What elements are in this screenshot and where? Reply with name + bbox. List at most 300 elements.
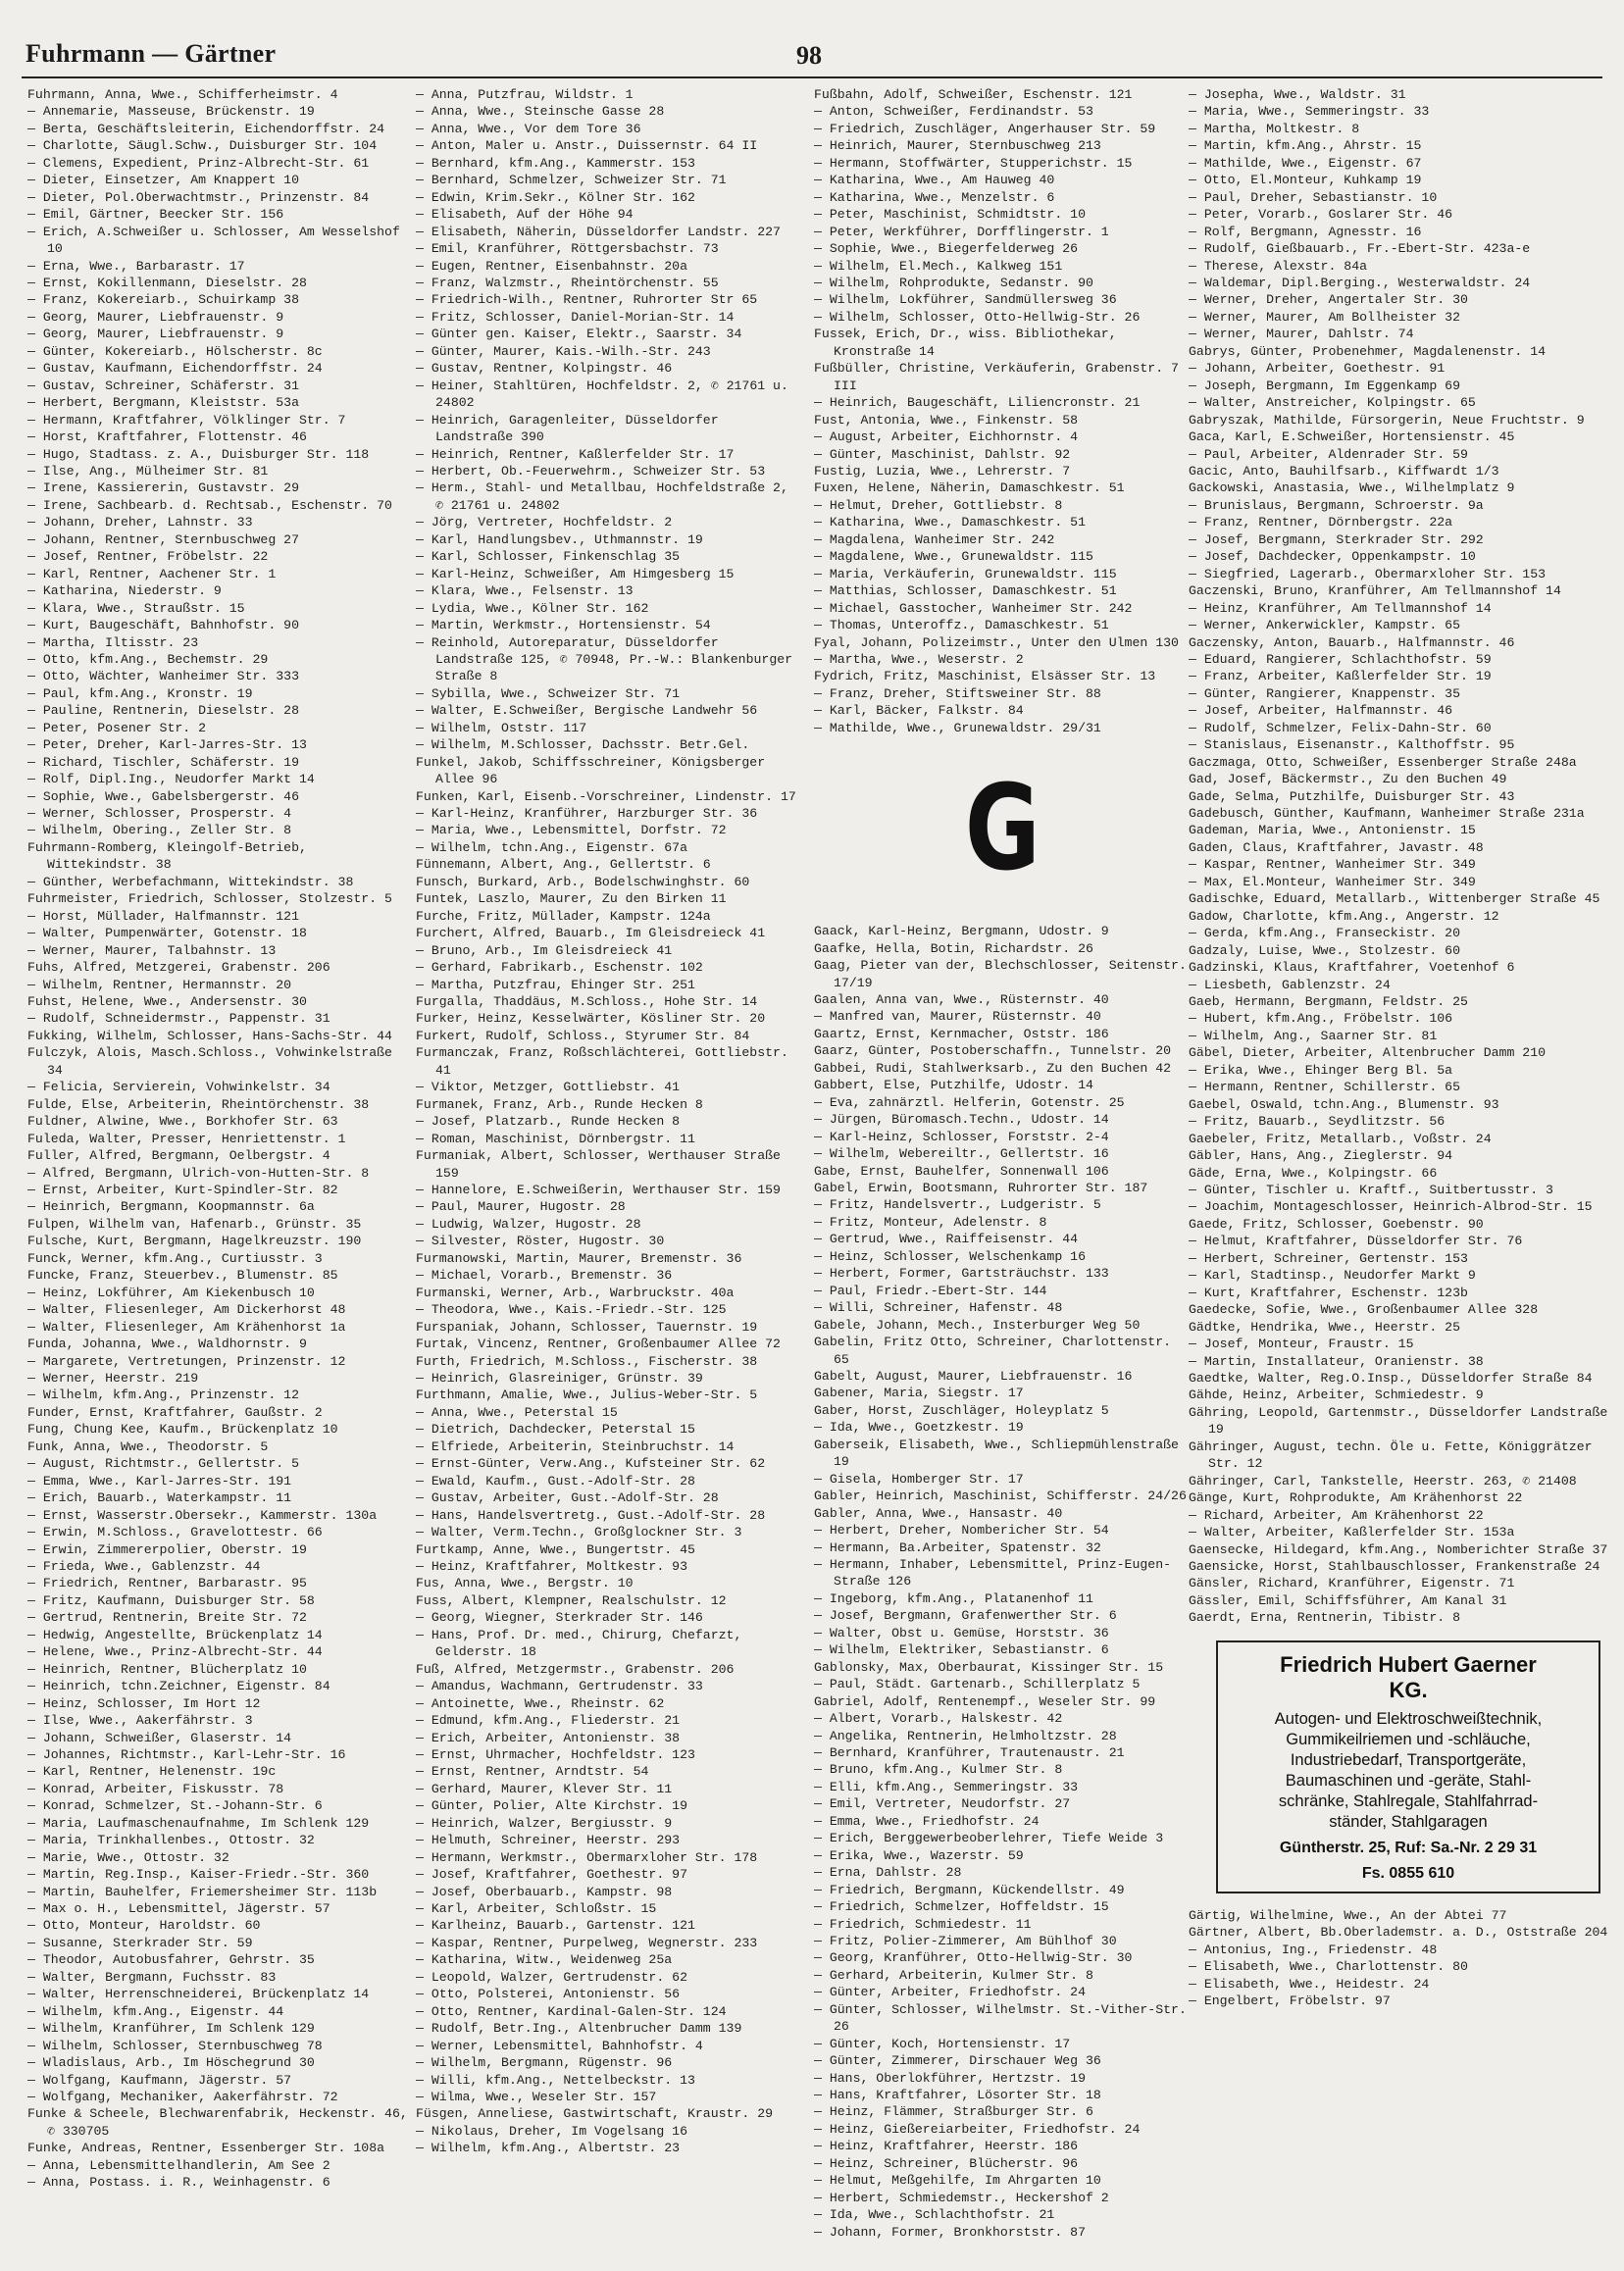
ad-company-suffix: KG. <box>1389 1677 1428 1702</box>
directory-entry: — Thomas, Unteroffz., Damaschkestr. 51 <box>814 618 1109 633</box>
directory-entry: — Friedrich-Wilh., Rentner, Ruhrorter Str 65 <box>416 292 758 308</box>
directory-entry: Fussek, Erich, Dr., wiss. Bibliothekar, Kronstraße 14 <box>814 327 1117 359</box>
directory-entry: — Georg, Maurer, Liebfrauenstr. 9 <box>27 327 284 342</box>
directory-entry: Gaczmaga, Otto, Schweißer, Essenberger Straße 248a <box>1189 754 1577 770</box>
page-number: 98 <box>796 41 822 70</box>
directory-entry: — Therese, Alexstr. 84a <box>1189 258 1368 274</box>
directory-entry: Fuhs, Alfred, Metzgerei, Grabenstr. 206 <box>27 960 330 976</box>
directory-entry: — Josepha, Wwe., Waldstr. 31 <box>1189 87 1406 102</box>
directory-entry: — Hermann, Werkmstr., Obermarxloher Str. 178 <box>416 1849 758 1865</box>
directory-entry: — Otto, kfm.Ang., Bechemstr. 29 <box>27 651 269 667</box>
directory-entry: — Emma, Wwe., Friedhofstr. 24 <box>814 1813 1040 1829</box>
directory-entry: — Erich, Arbeiter, Antonienstr. 38 <box>416 1730 681 1745</box>
directory-entry: — Anna, Wwe., Peterstal 15 <box>416 1404 618 1420</box>
directory-entry: — Richard, Tischler, Schäferstr. 19 <box>27 754 299 770</box>
directory-entry: — Walter, Fliesenleger, Am Dickerhorst 48 <box>27 1302 346 1318</box>
directory-entry: — Karl-Heinz, Schweißer, Am Himgesberg 15 <box>416 566 735 581</box>
directory-entry: — Friedrich, Rentner, Barbarastr. 95 <box>27 1576 307 1591</box>
directory-entry: Gaczensky, Anton, Bauarb., Halfmannstr. 46 <box>1189 634 1515 650</box>
directory-entry: — Jürgen, Büromasch.Techn., Udostr. 14 <box>814 1112 1109 1128</box>
directory-entry: — Josef, Dachdecker, Oppenkampstr. 10 <box>1189 549 1476 565</box>
directory-entry: Gablonsky, Max, Oberbaurat, Kissinger Str. 15 <box>814 1659 1164 1675</box>
directory-entry: — Wilhelm, Rentner, Hermannstr. 20 <box>27 977 292 992</box>
directory-entry: — Silvester, Röster, Hugostr. 30 <box>416 1234 665 1249</box>
directory-entry: Gädtke, Hendrika, Wwe., Heerstr. 25 <box>1189 1319 1460 1335</box>
directory-entry: — Reinhold, Autoreparatur, Düsseldorfer Landstraße 125, ✆ 70948, Pr.-W.: Blankenburger Straße 8 <box>416 634 793 684</box>
directory-entry: Fuß, Alfred, Metzgermstr., Grabenstr. 206 <box>416 1661 735 1677</box>
directory-entry: — Heinz, Flämmer, Straßburger Str. 6 <box>814 2104 1093 2120</box>
directory-entry: — Günter gen. Kaiser, Elektr., Saarstr. 34 <box>416 327 742 342</box>
directory-entry: — Wilhelm, kfm.Ang., Eigenstr. 44 <box>27 2003 284 2019</box>
directory-entry: — Michael, Vorarb., Bremenstr. 36 <box>416 1268 673 1284</box>
advertisement-box <box>1216 1640 1600 1893</box>
directory-entry: — Kurt, Kraftfahrer, Eschenstr. 123b <box>1189 1285 1468 1300</box>
directory-entry: Gaberseik, Elisabeth, Wwe., Schliepmühlenstraße 19 <box>814 1437 1179 1470</box>
directory-entry: — Theodora, Wwe., Kais.-Friedr.-Str. 125 <box>416 1302 727 1318</box>
directory-entry: — Günter, Schlosser, Wilhelmstr. St.-Vither-Str. 26 <box>814 2001 1187 2035</box>
directory-entry: — Katharina, Wwe., Am Hauweg 40 <box>814 173 1055 188</box>
column-3-entries-g <box>814 923 1191 2241</box>
directory-entry: — Wladislaus, Arb., Im Höschegrund 30 <box>27 2055 315 2071</box>
directory-entry: — Willi, kfm.Ang., Nettelbeckstr. 13 <box>416 2072 695 2088</box>
directory-entry: — Anna, Wwe., Steinsche Gasse 28 <box>416 104 665 120</box>
directory-entry: — Martin, Bauhelfer, Friemersheimer Str. 113b <box>27 1884 378 1899</box>
directory-entry: — Bernhard, kfm.Ang., Kammerstr. 153 <box>416 155 695 171</box>
directory-entry: Gaebeler, Fritz, Metallarb., Voßstr. 24 <box>1189 1131 1492 1146</box>
directory-entry: — Otto, Polsterei, Antonienstr. 56 <box>416 1987 681 2002</box>
directory-entry: — Sophie, Wwe., Gabelsbergerstr. 46 <box>27 788 299 804</box>
directory-entry: Furmanczak, Franz, Roßschlächterei, Gottliebstr. 41 <box>416 1045 788 1078</box>
directory-entry: — Herbert, Former, Gartsträuchstr. 133 <box>814 1266 1109 1282</box>
directory-entry: — Werner, Heerstr. 219 <box>27 1370 199 1386</box>
directory-entry: — Waldemar, Dipl.Berging., Westerwaldstr. 24 <box>1189 275 1531 290</box>
directory-entry: — Sophie, Wwe., Biegerfelderweg 26 <box>814 241 1079 257</box>
directory-entry: — Ernst, Kokillenmann, Dieselstr. 28 <box>27 275 307 290</box>
directory-entry: Gärtner, Albert, Bb.Oberlademstr. a. D., Oststraße 204 <box>1189 1925 1608 1941</box>
directory-entry: — Hans, Handelsvertretg., Gust.-Adolf-Str. 28 <box>416 1507 766 1523</box>
directory-entry: — Annemarie, Masseuse, Brückenstr. 19 <box>27 104 315 120</box>
directory-entry: Furth, Friedrich, M.Schloss., Fischerstr. 38 <box>416 1353 758 1369</box>
directory-entry: — Pauline, Rentnerin, Dieselstr. 28 <box>27 703 299 719</box>
directory-entry: Furkert, Rudolf, Schloss., Styrumer Str. 84 <box>416 1028 750 1043</box>
directory-entry: — Friedrich, Bergmann, Kückendellstr. 49 <box>814 1882 1125 1897</box>
directory-entry: — Walter, Fliesenleger, Am Krähenhorst 1a <box>27 1319 346 1335</box>
directory-entry: Fukking, Wilhelm, Schlosser, Hans-Sachs-Str. 44 <box>27 1028 392 1043</box>
directory-entry: — Günter, Arbeiter, Friedhofstr. 24 <box>814 1985 1086 2000</box>
directory-entry: — Karl, Schlosser, Finkenschlag 35 <box>416 549 681 565</box>
directory-entry: — Wolfgang, Kaufmann, Jägerstr. 57 <box>27 2072 292 2088</box>
directory-entry: Gabler, Heinrich, Maschinist, Schifferstr. 24/26 <box>814 1489 1187 1504</box>
directory-entry: — Ida, Wwe., Schlachthofstr. 21 <box>814 2207 1055 2223</box>
directory-entry: Fünnemann, Albert, Ang., Gellertstr. 6 <box>416 857 711 873</box>
directory-entry: — Helene, Wwe., Prinz-Albrecht-Str. 44 <box>27 1644 323 1660</box>
directory-entry: Gäbler, Hans, Ang., Zieglerstr. 94 <box>1189 1148 1453 1164</box>
directory-entry: — Wilhelm, M.Schlosser, Dachsstr. Betr.Gel. <box>416 737 750 753</box>
directory-entry: — Peter, Maschinist, Schmidtstr. 10 <box>814 207 1086 223</box>
directory-entry: — Wilhelm, Schlosser, Sternbuschweg 78 <box>27 2038 323 2053</box>
directory-entry: Funkel, Jakob, Schiffsschreiner, Königsberger Allee 96 <box>416 754 766 787</box>
directory-entry: Gabrys, Günter, Probenehmer, Magdalenenstr. 14 <box>1189 343 1547 359</box>
directory-entry: — Gerda, kfm.Ang., Franseckistr. 20 <box>1189 926 1460 941</box>
directory-entry: Gademan, Maria, Wwe., Antonienstr. 15 <box>1189 823 1476 838</box>
directory-entry: — Manfred van, Maurer, Rüsternstr. 40 <box>814 1009 1101 1025</box>
directory-entry: — Joseph, Bergmann, Im Eggenkamp 69 <box>1189 378 1460 393</box>
directory-entry: Fust, Antonia, Wwe., Finkenstr. 58 <box>814 412 1079 428</box>
directory-entry: — Rudolf, Schneidermstr., Pappenstr. 31 <box>27 1011 330 1027</box>
directory-entry: Fulde, Else, Arbeiterin, Rheintörchenstr. 38 <box>27 1096 370 1112</box>
directory-entry: — Helmut, Meßgehilfe, Im Ahrgarten 10 <box>814 2173 1101 2189</box>
directory-entry: Gähringer, Carl, Tankstelle, Heerstr. 263, ✆ 21408 <box>1189 1473 1577 1489</box>
directory-entry: — Heinz, Kraftfahrer, Heerstr. 186 <box>814 2139 1079 2154</box>
column-1 <box>27 86 408 2263</box>
directory-entry: — Heiner, Stahltüren, Hochfeldstr. 2, ✆ 21761 u. 24802 <box>416 378 788 411</box>
directory-entry: — Heinrich, Rentner, Kaßlerfelder Str. 17 <box>416 446 735 462</box>
directory-entry: Fulczyk, Alois, Masch.Schloss., Vohwinkelstraße 34 <box>27 1045 392 1078</box>
directory-entry: Gabriel, Adolf, Rentenempf., Weseler Str. 99 <box>814 1693 1156 1709</box>
directory-entry: — Otto, Wächter, Wanheimer Str. 333 <box>27 669 299 684</box>
directory-entry: Gadzaly, Luise, Wwe., Stolzestr. 60 <box>1189 942 1460 958</box>
directory-entry: — Ludwig, Walzer, Hugostr. 28 <box>416 1216 641 1232</box>
directory-entry: Gaensicke, Horst, Stahlbauschlosser, Frankenstraße 24 <box>1189 1558 1600 1574</box>
directory-entry: Fuss, Albert, Klempner, Realschulstr. 12 <box>416 1592 727 1608</box>
directory-entry: — Josef, Monteur, Fraustr. 15 <box>1189 1337 1414 1352</box>
directory-entry: — Franz, Arbeiter, Kaßlerfelder Str. 19 <box>1189 669 1492 684</box>
directory-entry: — Ernst-Günter, Verw.Ang., Kufsteiner Str. 62 <box>416 1456 766 1472</box>
directory-entry: — Elfriede, Arbeiterin, Steinbruchstr. 14 <box>416 1438 735 1454</box>
directory-entry: Gabbei, Rudi, Stahlwerksarb., Zu den Buchen 42 <box>814 1060 1172 1076</box>
directory-entry: Gähringer, August, techn. Öle u. Fette, Königgrätzer Str. 12 <box>1189 1438 1593 1472</box>
directory-entry: — Peter, Dreher, Karl-Jarres-Str. 13 <box>27 737 307 753</box>
directory-entry: — Herbert, Schreiner, Gertenstr. 153 <box>1189 1250 1468 1266</box>
directory-entry: — Emil, Vertreter, Neudorfstr. 27 <box>814 1796 1071 1812</box>
directory-entry: — Katharina, Wwe., Damaschkestr. 51 <box>814 515 1086 530</box>
directory-entry: — Magdalene, Wwe., Grunewaldstr. 115 <box>814 549 1093 565</box>
directory-entry: — Günter, Polier, Alte Kirchstr. 19 <box>416 1798 687 1814</box>
directory-entry: — Elli, kfm.Ang., Semmeringstr. 33 <box>814 1779 1079 1794</box>
directory-entry: — Friedrich, Schmelzer, Hoffeldstr. 15 <box>814 1899 1109 1915</box>
directory-entry: — Peter, Werkführer, Dorfflingerstr. 1 <box>814 224 1109 239</box>
directory-entry: Gaedtke, Walter, Reg.O.Insp., Düsseldorfer Straße 84 <box>1189 1370 1593 1386</box>
directory-entry: — Klara, Wwe., Felsenstr. 13 <box>416 583 634 599</box>
directory-entry: — Martha, Moltkestr. 8 <box>1189 121 1360 136</box>
directory-entry: — Otto, Rentner, Kardinal-Galen-Str. 124 <box>416 2003 727 2019</box>
directory-entry: — Karlheinz, Bauarb., Gartenstr. 121 <box>416 1918 695 1934</box>
directory-entry: Gabe, Ernst, Bauhelfer, Sonnenwall 106 <box>814 1163 1109 1179</box>
directory-entry: — Anna, Postass. i. R., Weinhagenstr. 6 <box>27 2175 330 2191</box>
directory-entry: — Fritz, Handelsvertr., Ludgeristr. 5 <box>814 1197 1101 1213</box>
directory-entry: — Charlotte, Säugl.Schw., Duisburger Str. 104 <box>27 138 378 154</box>
directory-entry: — Kaspar, Rentner, Purpelweg, Wegnerstr. 233 <box>416 1935 758 1950</box>
directory-entry: — Edmund, kfm.Ang., Fliederstr. 21 <box>416 1713 681 1729</box>
directory-entry: — Karl, Handlungsbev., Uthmannstr. 19 <box>416 531 703 547</box>
directory-entry: — Gerhard, Maurer, Klever Str. 11 <box>416 1781 673 1796</box>
directory-entry: — Walter, Anstreicher, Kolpingstr. 65 <box>1189 395 1476 411</box>
directory-entry: — Ernst, Rentner, Arndtstr. 54 <box>416 1764 649 1780</box>
directory-entry: — Günter, Koch, Hortensienstr. 17 <box>814 2036 1071 2051</box>
directory-entry: Gaber, Horst, Zuschläger, Holeyplatz 5 <box>814 1402 1109 1418</box>
directory-entry: — Franz, Rentner, Dörnbergstr. 22a <box>1189 515 1453 530</box>
directory-entry: Gänge, Kurt, Rohprodukte, Am Krähenhorst 22 <box>1189 1490 1523 1506</box>
directory-entry: — Helmut, Dreher, Gottliebstr. 8 <box>814 497 1063 513</box>
directory-entry: — Günter, Zimmerer, Dirschauer Weg 36 <box>814 2053 1101 2069</box>
directory-entry: — Johann, Arbeiter, Goethestr. 91 <box>1189 361 1446 377</box>
directory-entry: — Siegfried, Lagerarb., Obermarxloher Str. 153 <box>1189 566 1547 581</box>
directory-entry: — Josef, Platzarb., Runde Hecken 8 <box>416 1114 681 1130</box>
directory-entry: — Alfred, Bergmann, Ulrich-von-Hutten-Str. 8 <box>27 1165 370 1181</box>
directory-entry: — Amandus, Wachmann, Gertrudenstr. 33 <box>416 1679 703 1694</box>
directory-entry: Gässler, Emil, Schiffsführer, Am Kanal 31 <box>1189 1592 1507 1608</box>
directory-entry: — Josef, Oberbauarb., Kampstr. 98 <box>416 1884 673 1899</box>
directory-entry: — Viktor, Metzger, Gottliebstr. 41 <box>416 1080 681 1095</box>
directory-entry: — Irene, Kassiererin, Gustavstr. 29 <box>27 480 299 496</box>
directory-entry: Gähde, Heinz, Arbeiter, Schmiedestr. 9 <box>1189 1388 1484 1403</box>
directory-entry: Gabryszak, Mathilde, Fürsorgerin, Neue Fruchtstr. 9 <box>1189 412 1585 428</box>
directory-entry: Füsgen, Anneliese, Gastwirtschaft, Kraustr. 29 <box>416 2106 774 2122</box>
directory-entry: Funck, Werner, kfm.Ang., Curtiusstr. 3 <box>27 1250 323 1266</box>
directory-entry: — Paul, Friedr.-Ebert-Str. 144 <box>814 1283 1047 1298</box>
directory-entry: — Berta, Geschäftsleiterin, Eichendorffstr. 24 <box>27 121 385 136</box>
directory-entry: Gaerdt, Erna, Rentnerin, Tibistr. 8 <box>1189 1610 1460 1626</box>
directory-entry: — Frieda, Wwe., Gablenzstr. 44 <box>27 1558 261 1574</box>
directory-entry: Gaarz, Günter, Postoberschaffn., Tunnelstr. 20 <box>814 1043 1172 1059</box>
directory-entry: Funken, Karl, Eisenb.-Vorschreiner, Lindenstr. 17 <box>416 788 796 804</box>
directory-entry: — Dieter, Einsetzer, Am Knappert 10 <box>27 173 299 188</box>
directory-entry: — Helmuth, Schreiner, Heerstr. 293 <box>416 1833 681 1848</box>
directory-entry: — Ingeborg, kfm.Ang., Platanenhof 11 <box>814 1590 1093 1606</box>
directory-entry: — Wilhelm, Oststr. 117 <box>416 720 587 735</box>
directory-entry: — Josef, Rentner, Fröbelstr. 22 <box>27 549 269 565</box>
directory-entry: — Marie, Wwe., Ottostr. 32 <box>27 1849 229 1865</box>
directory-entry: Fuhst, Helene, Wwe., Andersenstr. 30 <box>27 994 307 1010</box>
directory-entry: — Angelika, Rentnerin, Helmholtzstr. 28 <box>814 1728 1117 1743</box>
directory-entry: — Franz, Walzmstr., Rheintörchenstr. 55 <box>416 275 719 290</box>
directory-entry: — Gustav, Arbeiter, Gust.-Adolf-Str. 28 <box>416 1490 719 1506</box>
directory-entry: Gabbert, Else, Putzhilfe, Udostr. 14 <box>814 1078 1093 1093</box>
ad-telex: Fs. 0855 610 <box>1361 1864 1455 1882</box>
directory-entry: — Günther, Werbefachmann, Wittekindstr. 38 <box>27 874 354 889</box>
directory-entry: — Martin, Werkmstr., Hortensienstr. 54 <box>416 618 711 633</box>
directory-entry: — Friedrich, Zuschläger, Angerhauser Str. 59 <box>814 121 1156 136</box>
section-letter-block <box>814 736 1191 923</box>
directory-entry: — Engelbert, Fröbelstr. 97 <box>1189 1993 1391 2009</box>
directory-entry: — Wilhelm, Elektriker, Sebastianstr. 6 <box>814 1642 1109 1658</box>
directory-entry: — Theodor, Autobusfahrer, Gehrstr. 35 <box>27 1952 315 1968</box>
directory-entry: — Rudolf, Gießbauarb., Fr.-Ebert-Str. 423a-e <box>1189 241 1531 257</box>
directory-entry: — Josef, Arbeiter, Halfmannstr. 46 <box>1189 703 1453 719</box>
directory-entry: Fußbüller, Christine, Verkäuferin, Grabenstr. 7 III <box>814 361 1179 393</box>
directory-entry: — Emil, Gärtner, Beecker Str. 156 <box>27 207 284 223</box>
directory-entry: — Stanislaus, Eisenanstr., Kalthoffstr. 95 <box>1189 737 1515 753</box>
directory-entry: — Heinz, Gießereiarbeiter, Friedhofstr. 24 <box>814 2121 1141 2137</box>
directory-entry: Gackowski, Anastasia, Wwe., Wilhelmplatz 9 <box>1189 480 1515 496</box>
directory-entry: Gähring, Leopold, Gartenmstr., Düsseldorfer Landstraße 19 <box>1189 1404 1608 1438</box>
directory-entry: — Matthias, Schlosser, Damaschkestr. 51 <box>814 583 1117 599</box>
directory-entry: Gadow, Charlotte, kfm.Ang., Angerstr. 12 <box>1189 908 1499 924</box>
directory-entry: — Felicia, Servierein, Vohwinkelstr. 34 <box>27 1080 330 1095</box>
directory-entry: Fuhrmeister, Friedrich, Schlosser, Stolzestr. 5 <box>27 891 392 907</box>
directory-entry: — Margarete, Vertretungen, Prinzenstr. 12 <box>27 1353 346 1369</box>
column-3 <box>814 86 1191 2263</box>
directory-entry: — Klara, Wwe., Straußstr. 15 <box>27 600 245 616</box>
directory-entry: — Erna, Wwe., Barbarastr. 17 <box>27 258 245 274</box>
directory-entry: — Franz, Kokereiarb., Schuirkamp 38 <box>27 292 299 308</box>
page-title: Fuhrmann — Gärtner <box>25 39 277 68</box>
directory-entry: — Wilma, Wwe., Weseler Str. 157 <box>416 2090 657 2105</box>
directory-entry: — Hermann, Ba.Arbeiter, Spatenstr. 32 <box>814 1539 1101 1555</box>
directory-entry: — Edwin, Krim.Sekr., Kölner Str. 162 <box>416 189 695 205</box>
directory-entry: — Bruno, Arb., Im Gleisdreieck 41 <box>416 942 673 958</box>
directory-entry: — Heinz, Kraftfahrer, Moltkestr. 93 <box>416 1558 687 1574</box>
directory-entry: — Peter, Posener Str. 2 <box>27 720 207 735</box>
directory-entry: — Wilhelm, Webereiltr., Gellertstr. 16 <box>814 1146 1109 1162</box>
column-4 <box>1189 86 1610 2263</box>
directory-entry: — Johann, Schweißer, Glaserstr. 14 <box>27 1730 292 1745</box>
directory-entry: — Herm., Stahl- und Metallbau, Hochfeldstraße 2, ✆ 21761 u. 24802 <box>416 480 788 513</box>
directory-entry: — Gisela, Homberger Str. 17 <box>814 1471 1024 1487</box>
directory-entry: — Heinz, Schlosser, Im Hort 12 <box>27 1695 261 1711</box>
directory-entry: Funder, Ernst, Kraftfahrer, Gaußstr. 2 <box>27 1404 323 1420</box>
directory-entry: Funcke, Franz, Steuerbev., Blumenstr. 85 <box>27 1268 338 1284</box>
directory-entry: Fus, Anna, Wwe., Bergstr. 10 <box>416 1576 634 1591</box>
directory-entry: — Wilhelm, Schlosser, Otto-Hellwig-Str. 26 <box>814 309 1141 325</box>
directory-entry: — Wilhelm, Kranführer, Im Schlenk 129 <box>27 2021 315 2037</box>
directory-entry: — Maria, Wwe., Semmeringstr. 33 <box>1189 104 1430 120</box>
directory-entry: — Hugo, Stadtass. z. A., Duisburger Str. 118 <box>27 446 370 462</box>
directory-entry: Gaag, Pieter van der, Blechschlosser, Seitenstr. 17/19 <box>814 958 1187 990</box>
directory-entry: — Peter, Vorarb., Goslarer Str. 46 <box>1189 207 1453 223</box>
directory-entry: — Martin, kfm.Ang., Ahrstr. 15 <box>1189 138 1422 154</box>
directory-entry: — Katharina, Witw., Weidenweg 25a <box>416 1952 673 1968</box>
directory-entry: Gärtig, Wilhelmine, Wwe., An der Abtei 77 <box>1189 1907 1507 1923</box>
directory-entry: — Wilhelm, kfm.Ang., Prinzenstr. 12 <box>27 1388 299 1403</box>
directory-entry: Fuller, Alfred, Bergmann, Oelbergstr. 4 <box>27 1148 330 1164</box>
directory-entry: — Maria, Trinkhallenbes., Ottostr. 32 <box>27 1833 315 1848</box>
directory-entry: Furtak, Vincenz, Rentner, Großenbaumer Allee 72 <box>416 1337 781 1352</box>
directory-entry: — Hans, Oberlokführer, Hertzstr. 19 <box>814 2070 1086 2086</box>
directory-entry: — Karl, Rentner, Aachener Str. 1 <box>27 566 277 581</box>
directory-entry: Gaczenski, Bruno, Kranführer, Am Tellmannshof 14 <box>1189 583 1561 599</box>
directory-entry: — Johann, Former, Bronkhorststr. 87 <box>814 2224 1086 2240</box>
directory-entry: — August, Arbeiter, Eichhornstr. 4 <box>814 429 1079 445</box>
directory-entry: — Erwin, M.Schloss., Gravelottestr. 66 <box>27 1525 323 1540</box>
directory-entry: — Georg, Wiegner, Sterkrader Str. 146 <box>416 1610 703 1626</box>
directory-entry: — Wilhelm, Ang., Saarner Str. 81 <box>1189 1028 1438 1043</box>
directory-entry: — Werner, Maurer, Talbahnstr. 13 <box>27 942 277 958</box>
directory-entry: — Ernst, Arbeiter, Kurt-Spindler-Str. 82 <box>27 1183 338 1197</box>
directory-entry: — Elisabeth, Näherin, Düsseldorfer Landstr. 227 <box>416 224 781 239</box>
directory-entry: — Bernhard, Schmelzer, Schweizer Str. 71 <box>416 173 727 188</box>
directory-entry: — Elisabeth, Wwe., Charlottenstr. 80 <box>1189 1959 1468 1975</box>
directory-entry: — Martin, Reg.Insp., Kaiser-Friedr.-Str. 360 <box>27 1867 370 1883</box>
directory-entry: — Wolfgang, Mechaniker, Aakerfährstr. 72 <box>27 2090 338 2105</box>
directory-entry: — Heinrich, Walzer, Bergiusstr. 9 <box>416 1815 673 1831</box>
directory-entry: — Josef, Bergmann, Grafenwerther Str. 6 <box>814 1608 1117 1624</box>
ad-line: Industriebedarf, Transportgeräte, <box>1290 1750 1527 1769</box>
directory-entry: — Martha, Putzfrau, Ehinger Str. 251 <box>416 977 695 992</box>
directory-entry: — Otto, El.Monteur, Kuhkamp 19 <box>1189 173 1422 188</box>
directory-entry: — Günter, Kokereiarb., Hölscherstr. 8c <box>27 343 323 359</box>
directory-entry: — Dieter, Pol.Oberwachtmstr., Prinzenstr. 84 <box>27 189 370 205</box>
directory-entry: Funke, Andreas, Rentner, Essenberger Str. 108a <box>27 2141 385 2156</box>
directory-entry: — Anton, Maler u. Anstr., Duissernstr. 64 II <box>416 138 758 154</box>
directory-entry: — Heinrich, Glasreiniger, Grünstr. 39 <box>416 1370 703 1386</box>
directory-entry: — Rolf, Dipl.Ing., Neudorfer Markt 14 <box>27 772 315 787</box>
directory-entry: — Walter, Obst u. Gemüse, Horststr. 36 <box>814 1625 1109 1640</box>
column-2 <box>416 86 802 2263</box>
ad-line: Autogen- und Elektroschweißtechnik, <box>1274 1709 1543 1728</box>
directory-entry: — Wilhelm, kfm.Ang., Albertstr. 23 <box>416 2141 681 2156</box>
directory-entry: — Heinrich, Maurer, Sternbuschweg 213 <box>814 138 1101 154</box>
directory-entry: — Paul, Arbeiter, Aldenrader Str. 59 <box>1189 446 1468 462</box>
directory-entry: — Georg, Maurer, Liebfrauenstr. 9 <box>27 309 284 325</box>
directory-entry: Gadischke, Eduard, Metallarb., Wittenberger Straße 45 <box>1189 891 1600 907</box>
directory-entry: — Gustav, Schreiner, Schäferstr. 31 <box>27 378 299 393</box>
directory-entry: — Werner, Schlosser, Prosperstr. 4 <box>27 806 292 822</box>
directory-entry: — Gustav, Kaufmann, Eichendorffstr. 24 <box>27 361 323 377</box>
directory-entry: — Konrad, Arbeiter, Fiskusstr. 78 <box>27 1781 284 1796</box>
directory-entry: — Hans, Prof. Dr. med., Chirurg, Chefarzt, Gelderstr. 18 <box>416 1627 742 1660</box>
directory-entry: — Antoinette, Wwe., Rheinstr. 62 <box>416 1695 665 1711</box>
directory-entry: — Ilse, Ang., Mülheimer Str. 81 <box>27 463 269 479</box>
directory-entry: — Heinz, Lokführer, Am Kiekenbusch 10 <box>27 1285 315 1300</box>
directory-entry: — Wilhelm, El.Mech., Kalkweg 151 <box>814 258 1063 274</box>
directory-entry: — Lydia, Wwe., Kölner Str. 162 <box>416 600 649 616</box>
directory-entry: — Fritz, Monteur, Adelenstr. 8 <box>814 1214 1047 1230</box>
directory-entry: — Anna, Lebensmittelhandlerin, Am See 2 <box>27 2157 330 2173</box>
directory-entry: — Günter, Maurer, Kais.-Wilh.-Str. 243 <box>416 343 711 359</box>
directory-entry: — Karl, Arbeiter, Schloßstr. 15 <box>416 1901 657 1917</box>
directory-entry: — Werner, Dreher, Angertaler Str. 30 <box>1189 292 1468 308</box>
directory-entry: — Gerhard, Fabrikarb., Eschenstr. 102 <box>416 960 703 976</box>
ad-line: schränke, Stahlregale, Stahlfahrrad- <box>1278 1792 1539 1810</box>
directory-entry: — Horst, Müllader, Halfmannstr. 121 <box>27 908 299 924</box>
directory-entry: — Ewald, Kaufm., Gust.-Adolf-Str. 28 <box>416 1473 695 1489</box>
directory-entry: — Michael, Gasstocher, Wanheimer Str. 242 <box>814 600 1133 616</box>
directory-entry: — Walter, Pumpenwärter, Gotenstr. 18 <box>27 926 307 941</box>
directory-entry: — Hermann, Kraftfahrer, Völklinger Str. 7 <box>27 412 346 428</box>
directory-entry: — Ernst, Uhrmacher, Hochfeldstr. 123 <box>416 1746 695 1762</box>
directory-entry: Fung, Chung Kee, Kaufm., Brückenplatz 10 <box>27 1422 338 1438</box>
directory-entry: — Wilhelm, tchn.Ang., Eigenstr. 67a <box>416 839 687 855</box>
directory-entry: — Maria, Laufmaschenaufnahme, Im Schlenk 129 <box>27 1815 370 1831</box>
directory-entry: Gaack, Karl-Heinz, Bergmann, Udostr. 9 <box>814 924 1109 939</box>
directory-entry: Gadebusch, Günther, Kaufmann, Wanheimer Straße 231a <box>1189 806 1585 822</box>
directory-entry: — Ida, Wwe., Goetzkestr. 19 <box>814 1420 1024 1436</box>
directory-entry: Fußbahn, Adolf, Schweißer, Eschenstr. 121 <box>814 87 1133 102</box>
ad-company-name: Friedrich Hubert Gaerner <box>1280 1651 1537 1677</box>
directory-entry: — Willi, Schreiner, Hafenstr. 48 <box>814 1300 1063 1316</box>
directory-entry: — Hedwig, Angestellte, Brückenplatz 14 <box>27 1627 323 1642</box>
directory-entry: — Günter, Tischler u. Kraftf., Suitbertusstr. 3 <box>1189 1183 1553 1197</box>
column-3-entries-f <box>814 86 1191 736</box>
directory-entry: — Martin, Installateur, Oranienstr. 38 <box>1189 1353 1484 1369</box>
directory-entry: — Friedrich, Schmiedestr. 11 <box>814 1916 1032 1932</box>
directory-entry: — Paul, Maurer, Hugostr. 28 <box>416 1199 626 1215</box>
directory-entry: — Erwin, Zimmererpolier, Oberstr. 19 <box>27 1541 307 1557</box>
directory-entry: — Kurt, Baugeschäft, Bahnhofstr. 90 <box>27 618 299 633</box>
directory-entry: — Paul, kfm.Ang., Kronstr. 19 <box>27 685 253 701</box>
directory-entry: — Susanne, Sterkrader Str. 59 <box>27 1935 253 1950</box>
directory-entry: Funtek, Laszlo, Maurer, Zu den Birken 11 <box>416 891 727 907</box>
directory-entry: Fustig, Luzia, Wwe., Lehrerstr. 7 <box>814 463 1071 479</box>
directory-entry: — Brunislaus, Bergmann, Schroerstr. 9a <box>1189 497 1484 513</box>
directory-entry: — Gertrud, Wwe., Raiffeisenstr. 44 <box>814 1232 1079 1247</box>
directory-entry: — Antonius, Ing., Friedenstr. 48 <box>1189 1942 1438 1957</box>
directory-entry: — Erich, Berggewerbeoberlehrer, Tiefe Weide 3 <box>814 1831 1164 1846</box>
directory-entry: — Karl, Bäcker, Falkstr. 84 <box>814 703 1024 719</box>
directory-entry: — Herbert, Ob.-Feuerwehrm., Schweizer Str. 53 <box>416 463 766 479</box>
directory-entry: — Walter, Verm.Techn., Großglockner Str. 3 <box>416 1525 742 1540</box>
